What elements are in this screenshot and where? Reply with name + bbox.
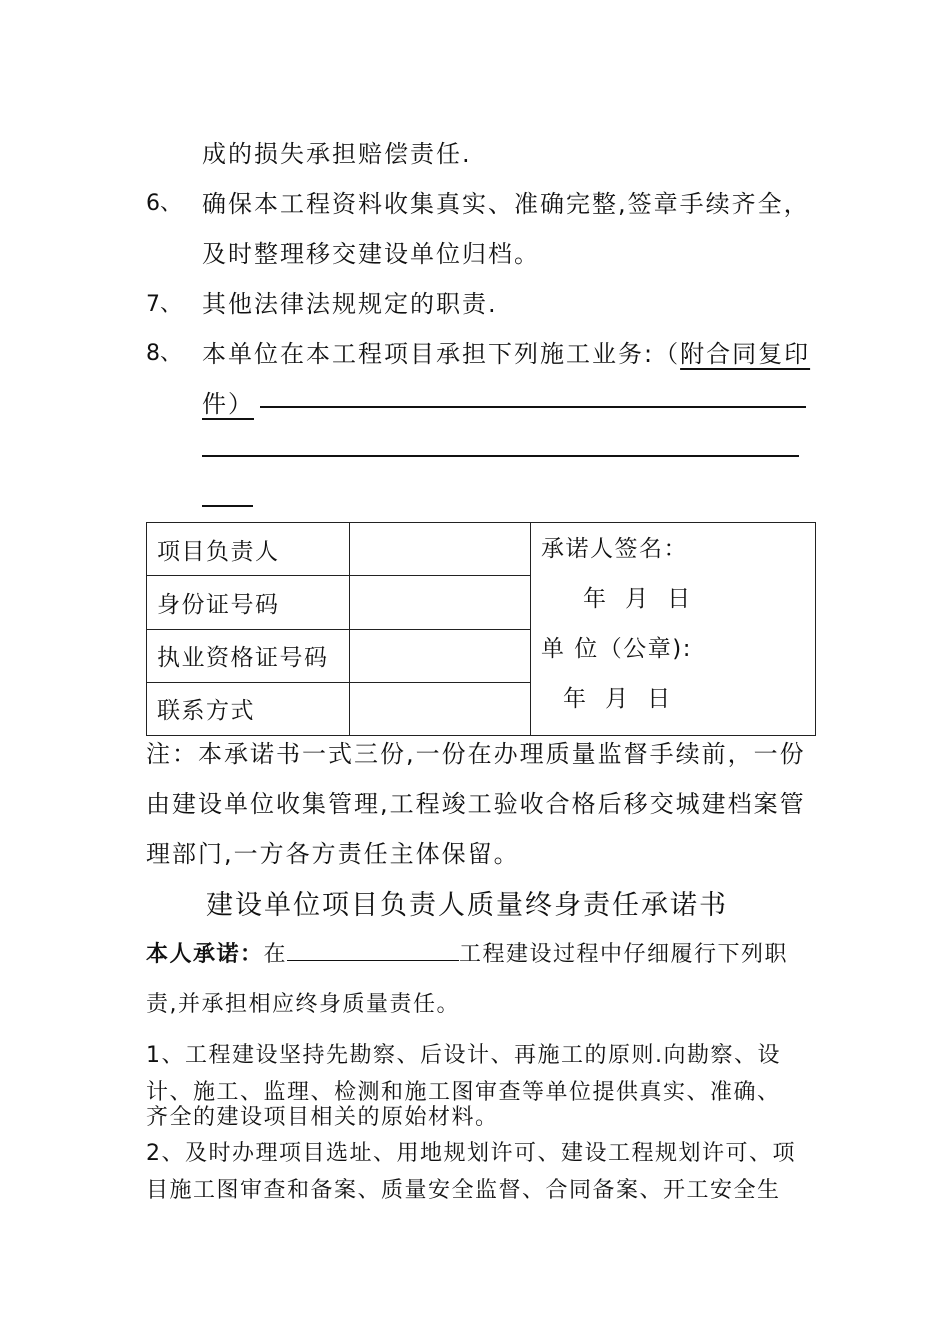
- label-contact: 联系方式: [147, 682, 350, 735]
- clause-2-line-1: 2、及时办理项目选址、用地规划许可、建设工程规划许可、项: [146, 1141, 796, 1166]
- clause-1-line-2: 计、施工、监理、检测和施工图审查等单位提供真实、准确、: [146, 1080, 781, 1105]
- note-line-1: 注：本承诺书一式三份,一份在办理质量监督手续前，一份: [146, 740, 806, 768]
- clause-2-line-2: 目施工图审查和备案、质量安全监督、合同备案、开工安全生: [146, 1178, 781, 1203]
- project-name-blank[interactable]: [287, 940, 459, 961]
- responsible-person-table: [146, 522, 816, 736]
- section-title: 建设单位项目负责人质量终身责任承诺书: [206, 890, 728, 921]
- table-row: [147, 523, 816, 576]
- signature-date: 年 月 日: [583, 586, 692, 612]
- item-6-line2: 及时整理移交建设单位归档。: [202, 240, 540, 268]
- clause-1-line-3: 齐全的建设项目相关的原始材料。: [146, 1105, 499, 1130]
- item-8-number: 8、: [146, 341, 182, 366]
- fill-in-line-3: [202, 505, 253, 507]
- fill-in-line-2: [202, 455, 799, 457]
- value-id-number[interactable]: [350, 576, 531, 629]
- item-8-text: 本单位在本工程项目承担下列施工业务:（: [202, 340, 681, 368]
- item-8-line1: [202, 334, 810, 369]
- item-7-number: 7、: [146, 292, 182, 317]
- unit-seal-label: 单 位（公章):: [541, 636, 693, 662]
- item-8-attachment-note: 附合同复印: [680, 340, 811, 368]
- fill-in-line-1: [260, 406, 806, 408]
- intro-line-1: [146, 937, 788, 968]
- label-project-leader: 项目负责人: [147, 523, 350, 576]
- label-qualification-number: 执业资格证号码: [147, 629, 350, 682]
- item-8-attachment-note-cont: 件）: [202, 390, 254, 418]
- clause-1-line-1: 1、工程建设坚持先勘察、后设计、再施工的原则.向勘察、设: [146, 1043, 781, 1068]
- item-6-line1: 确保本工程资料收集真实、准确完整,签章手续齐全，: [202, 190, 810, 218]
- value-qualification-number[interactable]: [350, 629, 531, 682]
- intro-before-blank: 在: [263, 942, 288, 967]
- item-5-continuation: 成的损失承担赔偿责任.: [202, 140, 472, 168]
- note-line-3: 理部门,一方各方责任主体保留。: [146, 840, 520, 868]
- intro-bold: 本人承诺：: [146, 942, 264, 967]
- signature-cell: [531, 523, 816, 736]
- intro-after-blank: 工程建设过程中仔细履行下列职: [459, 942, 789, 967]
- seal-date: 年 月 日: [563, 686, 672, 712]
- intro-line-2: 责,并承担相应终身质量责任。: [146, 992, 460, 1017]
- value-project-leader[interactable]: [350, 523, 531, 576]
- item-7-line1: 其他法律法规规定的职责.: [202, 290, 498, 318]
- label-id-number: 身份证号码: [147, 576, 350, 629]
- value-contact[interactable]: [350, 682, 531, 735]
- promisor-signature-label: 承诺人签名：: [541, 536, 688, 562]
- note-line-2: 由建设单位收集管理,工程竣工验收合格后移交城建档案管: [146, 790, 806, 818]
- item-6-number: 6、: [146, 191, 182, 216]
